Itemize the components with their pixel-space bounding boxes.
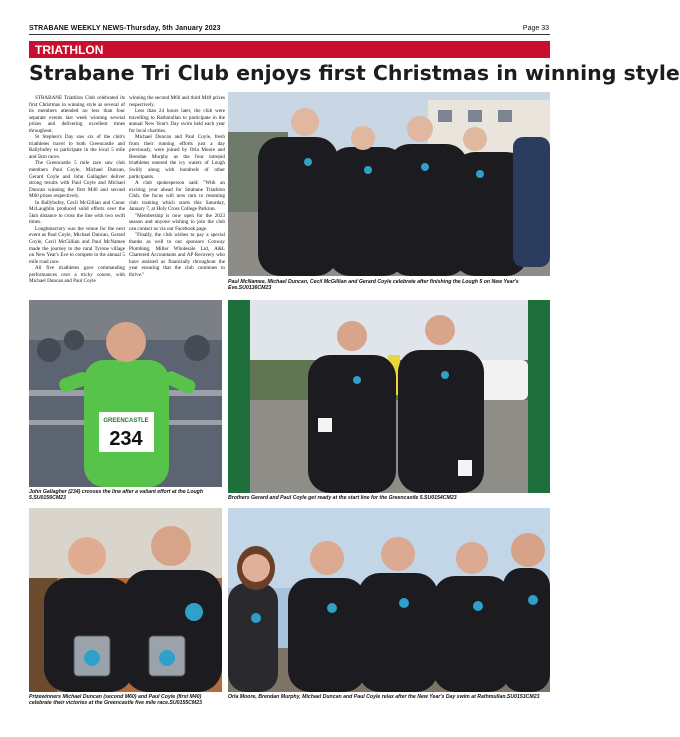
paragraph: In Ballybofey, Cecil McGillian and Conor McLaughlin produced solid efforts over the 5km distance to cross the line with two swift times. xyxy=(29,199,125,226)
masthead-publication: STRABANE WEEKLY NEWS-Thursday, 5th January 2023 xyxy=(29,25,221,32)
paragraph: STRABANE Triathlon Club celebrated its first Christmas in winning style as several of its members attended no less than four separate events last week winning several prizes and delivering excellent times throughout. xyxy=(29,95,125,134)
paragraph: Loughmacrory was the venue for the next event as Paul Coyle, Michael Duncan, Gerard Coyle, Cecil McGillian and Paul McNamee made the journey to the rural Tyrone village on New Year's Eve to compete in the annual 5 mile road race. xyxy=(29,225,125,265)
photo-loughmacrory-group xyxy=(228,92,550,276)
photo-caption: Paul McNamee, Michael Duncan, Cecil McGillian and Gerard Coyle celebrate after finishing the Lough 5 on New Year's Eve.SU0136CM23 xyxy=(228,279,519,292)
paragraph: The Greencastle 5 mile race saw club members Paul Coyle, Michael Duncan, Gerard Coyle and John Gallagher deliver strong results with Paul Coyle and Michael Duncan winning the first M40 and second M60 prizes respectively. xyxy=(29,160,125,200)
article-column-1 xyxy=(29,95,125,295)
paragraph: "Membership is now open for the 2023 season and anyone wishing to join the club can contact us via our Facebook page. xyxy=(129,212,225,232)
photo-prizewinners xyxy=(29,508,222,692)
section-label: TRIATHLON xyxy=(35,43,104,57)
photo-john-gallagher xyxy=(29,300,222,487)
masthead-rule xyxy=(29,34,550,35)
race-bib-sponsor: GREENCASTLE xyxy=(103,418,149,424)
headline: Strabane Tri Club enjoys first Christmas in winning style xyxy=(29,61,680,85)
photo-caption: John Gallagher (234) crosses the line after a valiant effort at the Lough 5.SU0156CM23 xyxy=(29,489,204,502)
paragraph: "Finally, the club wishes to pay a special thanks as well to our sponsors Conway Plumbing, Miller Wholesale Ltd, A&L Chartered Accountants and AP Recovery who have assisted us financially throughout the year ensuring that the club continues to thrive." xyxy=(129,232,225,278)
paragraph: St Stephen's Day saw six of the club's triathletes travel to both Greencastle and Ballybofey to participate in the local 5 mile and 5km races. xyxy=(29,134,125,160)
photo-new-years-swim xyxy=(228,508,550,692)
photo-coyle-brothers xyxy=(228,300,550,493)
photo-caption: Orla Moore, Brendan Murphy, Michael Duncan and Paul Coyle relax after the New Year's Day swim at Rathmullan.SU0153CM23 xyxy=(228,694,540,700)
race-bib-number: 234 xyxy=(109,428,143,450)
photo-caption: Brothers Gerard and Paul Coyle get ready at the start line for the Greencastle 5.SU0154CM23 xyxy=(228,495,457,501)
paragraph: A club spokesperson said: "With an exciting year ahead for Strabane Triathlon Club, the focus will now turn to resuming club training which starts this Saturday, January 7, at Holy Cross College Parkrun. xyxy=(129,180,225,213)
page-number: Page 33 xyxy=(522,25,549,32)
paragraph: Michael Duncan and Paul Coyle, fresh from their running efforts just a day previously, were joined by Orla Moore and Brendan Murphy as the four intrepid triathletes entered the icy waters of Lough Swilly along with hundreds of other participants. xyxy=(129,134,225,180)
paragraph: All five triathletes gave commanding performances over a tricky course, with Michael Duncan and Paul Coyle xyxy=(29,265,125,285)
paragraph: winning the second M60 and third M40 prizes respectively. xyxy=(129,95,225,108)
paragraph: Less than 24 hours later, the club were travelling to Rathmullan to participate in the annual New Year's Day swim held each year for local charities. xyxy=(129,108,225,134)
article-column-2 xyxy=(129,95,225,295)
photo-caption: Prizewinners Michael Duncan (second M60) and Paul Coyle (first M40) celebrate their victories at the Greencastle five mile race.SU0155CM23 xyxy=(29,694,203,707)
section-bar xyxy=(29,41,550,58)
